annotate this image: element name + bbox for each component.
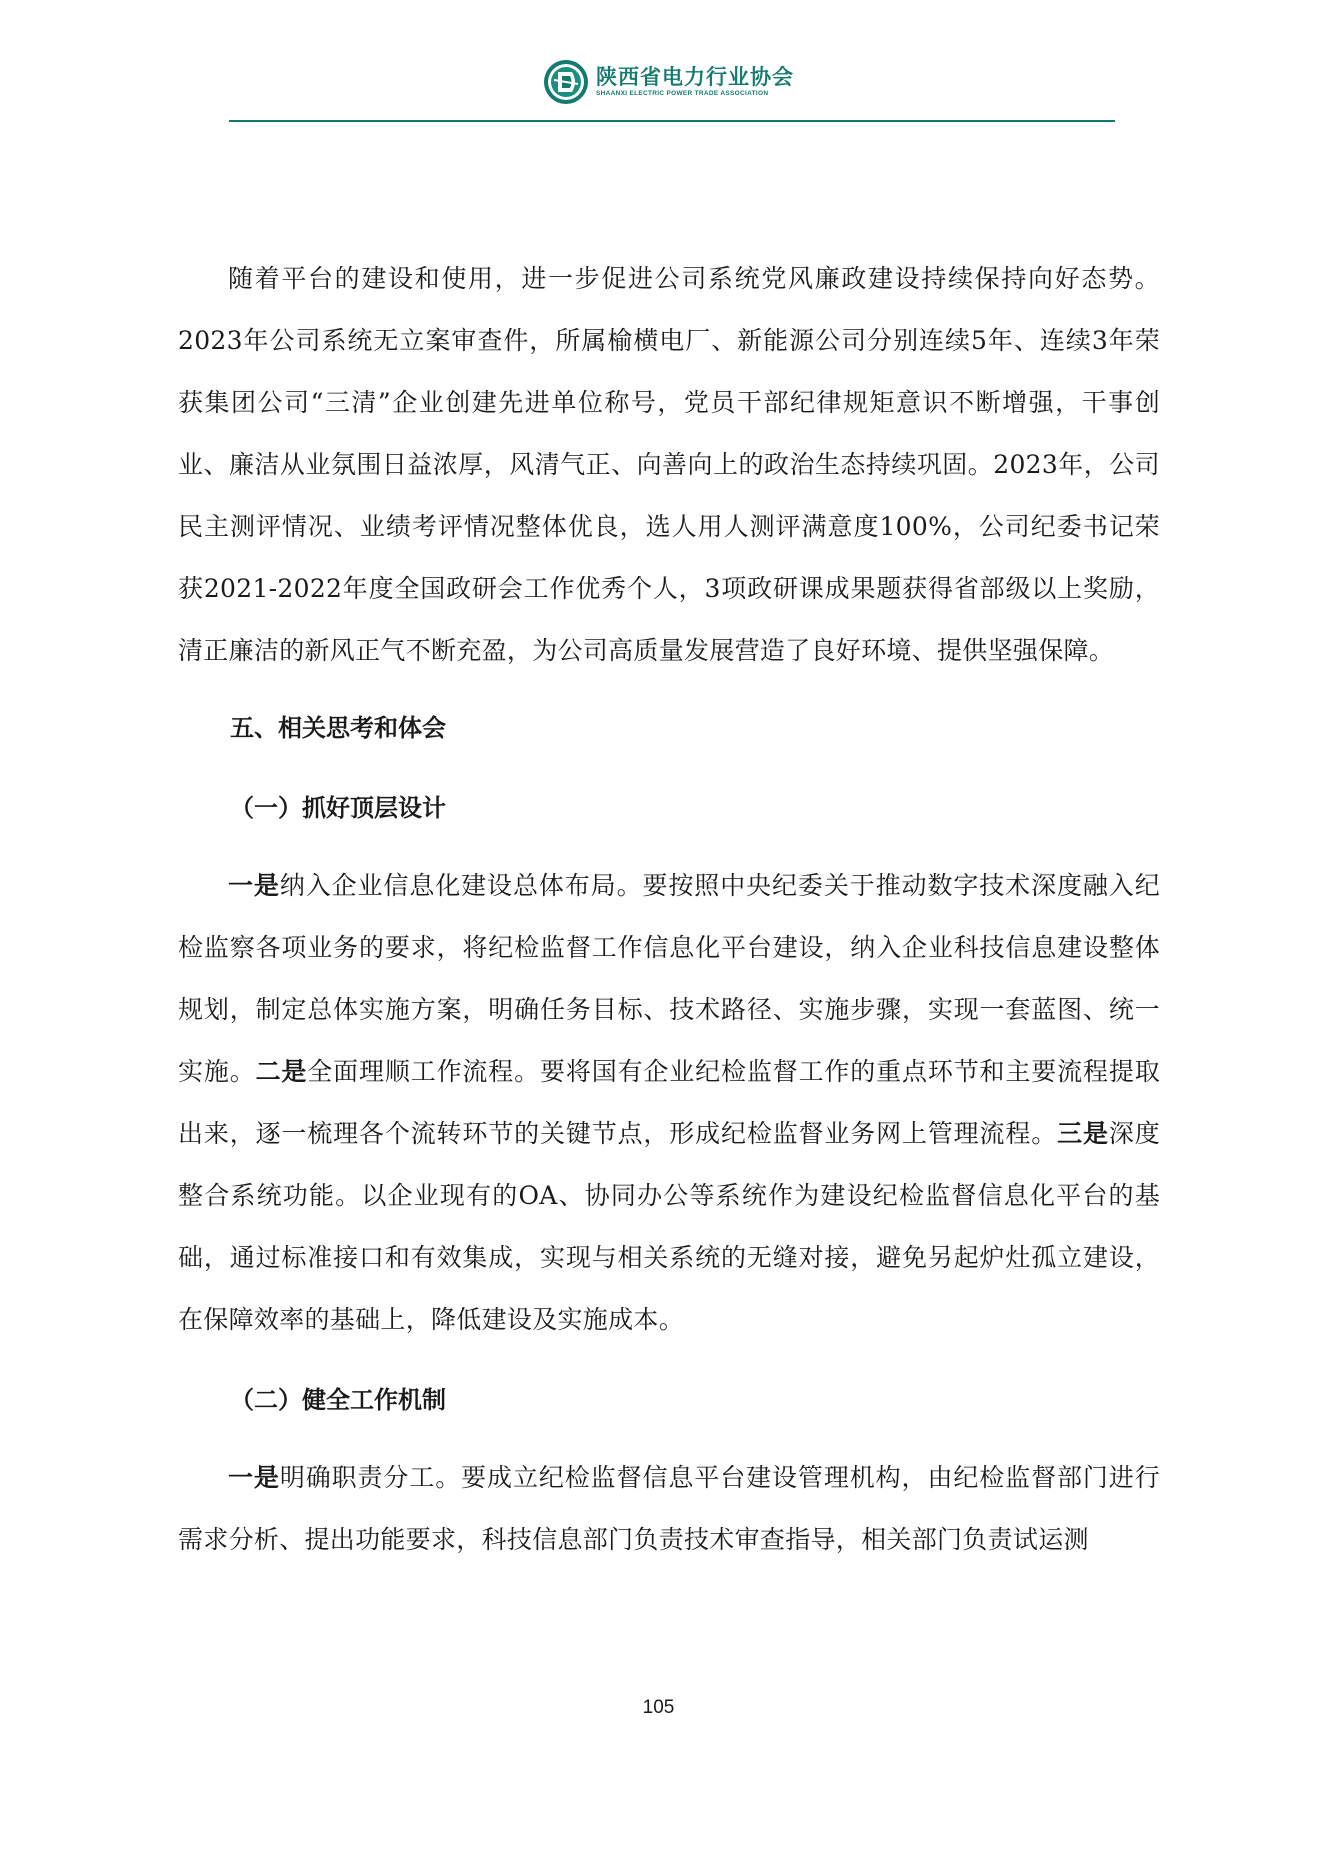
paragraph-text: 深度整合系统功能。以企业现有的OA、协同办公等系统作为建设纪检监督信息化平台的基础，通过标准接口和有效集成，实现与相关系统的无缝对接，避免另起炉灶孤立建设，在保障效率的基础上，降低建设及实施成本。 bbox=[178, 1119, 1161, 1334]
association-logo-icon bbox=[542, 58, 590, 106]
subsection-heading-2: （二）健全工作机制 bbox=[230, 1386, 446, 1414]
section-heading-5: 五、相关思考和体会 bbox=[230, 714, 446, 742]
paragraph-text: 纳入企业信息化建设总体布局。要按照中央纪委关于推动数字技术深度融入纪检监察各项业务的要求，将纪检监督工作信息化平台建设，纳入企业科技信息建设整体规划，制定总体实施方案，明确任务目标、技术路径、实施步骤，实现一套蓝图、统一实施。 bbox=[178, 871, 1160, 1086]
paragraph-results: 随着平台的建设和使用，进一步促进公司系统党风廉政建设持续保持向好态势。2023年公司系统无立案审查件，所属榆横电厂、新能源公司分别连续5年、连续3年荣获集团公司“三清”企业创建先进单位称号，党员干部纪律规矩意识不断增强，干事创业、廉洁从业氛围日益浓厚，风清气正、向善向上的政治生态持续巩固。2023年，公司民主测评情况、业绩考评情况整体优良，选人用人测评满意度100%，公司纪委书记荣获2021-2022年度全国政研会工作优秀个人，3项政研课成果题获得省部级以上奖励，清正廉洁的新风正气不断充盈，为公司高质量发展营造了良好环境、提供坚强保障。 bbox=[178, 264, 1160, 665]
page-number: 105 bbox=[642, 1697, 675, 1718]
lead-phrase: 一是 bbox=[228, 1463, 280, 1492]
paragraph-text: 明确职责分工。要成立纪检监督信息平台建设管理机构，由纪检监督部门进行需求分析、提出功能要求，科技信息部门负责技术审查指导，相关部门负责试运测 bbox=[178, 1463, 1160, 1554]
org-name-cn: 陕西省电力行业协会 bbox=[596, 64, 794, 89]
subsection-heading-1: （一）抓好顶层设计 bbox=[230, 794, 446, 822]
lead-phrase: 二是 bbox=[255, 1057, 308, 1086]
document-body bbox=[178, 248, 1160, 1571]
association-logo bbox=[542, 58, 794, 106]
header-divider bbox=[229, 120, 1115, 122]
paragraph-text: 全面理顺工作流程。要将国有企业纪检监督工作的重点环节和主要流程提取出来，逐一梳理各个流转环节的关键节点，形成纪检监督业务网上管理流程。 bbox=[178, 1057, 1160, 1148]
paragraph-work-mechanism bbox=[178, 1447, 1160, 1571]
paragraph-top-level-design bbox=[178, 855, 1160, 1351]
lead-phrase: 一是 bbox=[228, 871, 280, 900]
lead-phrase: 三是 bbox=[1057, 1119, 1109, 1148]
org-name-en: SHAANXI ELECTRIC POWER TRADE ASSOCIATION bbox=[596, 89, 769, 97]
